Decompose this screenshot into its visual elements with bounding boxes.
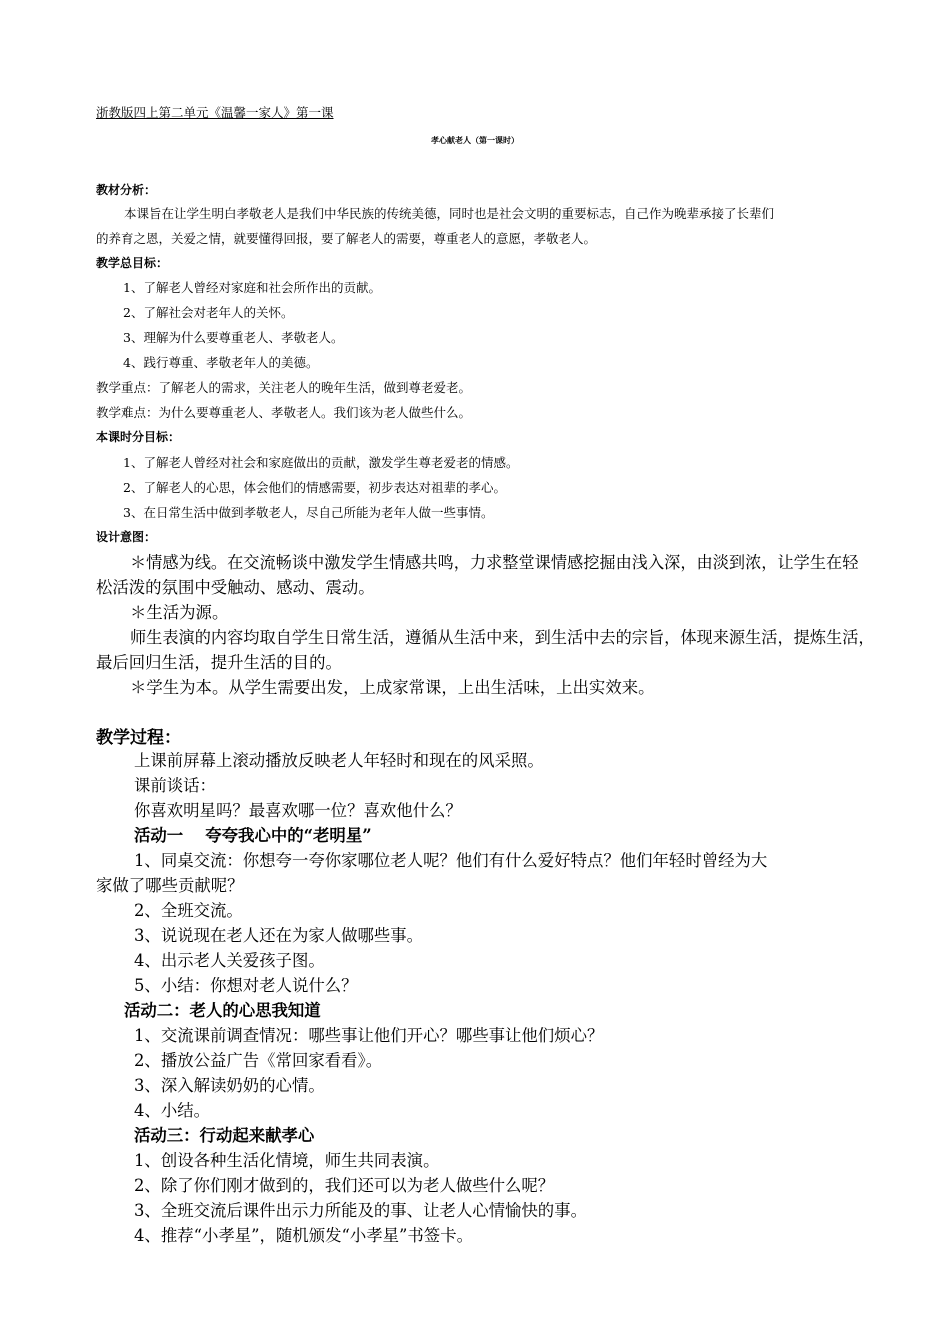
process-intro-line: 上课前屏幕上滚动播放反映老人年轻时和现在的风采照。 — [134, 751, 544, 770]
design-heading: 设计意图： — [96, 530, 157, 544]
difficulty-point: 教学难点：为什么要尊重老人、孝敬老人。我们该为老人做些什么。 — [96, 405, 472, 420]
activity2-line: 3、深入解读奶奶的心情。 — [134, 1076, 325, 1095]
analysis-heading: 教材分析： — [96, 183, 157, 197]
process-heading: 教学过程： — [96, 728, 181, 748]
activity1-line: 1、同桌交流：你想夸一夸你家哪位老人呢？他们有什么爱好特点？他们年轻时曾经为大 — [134, 851, 768, 870]
design-line: ＊生活为源。 — [130, 603, 229, 622]
page-title: 孝心献老人（第一课时） — [431, 135, 519, 145]
goal-item: 4、践行尊重、孝敬老年人的美德。 — [123, 355, 319, 370]
lesson-goal-item: 1、了解老人曾经对社会和家庭做出的贡献，激发学生尊老爱老的情感。 — [123, 455, 519, 470]
activity2-title: 活动二：老人的心思我知道 — [124, 1001, 321, 1020]
activity1-line: 4、出示老人关爱孩子图。 — [134, 951, 325, 970]
analysis-line: 本课旨在让学生明白孝敬老人是我们中华民族的传统美德，同时也是社会文明的重要标志，自己作为晚辈承接了长辈们 — [124, 206, 775, 221]
design-line: 最后回归生活，提升生活的目的。 — [96, 653, 342, 672]
goals-heading: 教学总目标： — [96, 256, 169, 270]
design-line: 松活泼的氛围中受触动、感动、震动。 — [96, 578, 375, 597]
activity2-line: 1、交流课前调查情况：哪些事让他们开心？哪些事让他们烦心？ — [134, 1026, 604, 1045]
design-line: ＊学生为本。从学生需要出发，上成家常课，上出生活味，上出实效来。 — [130, 678, 655, 697]
activity1-line: 家做了哪些贡献呢？ — [96, 876, 244, 895]
activity2-line: 2、播放公益广告《常回家看看》。 — [134, 1051, 383, 1070]
activity3-title: 活动三：行动起来献孝心 — [134, 1126, 315, 1145]
activity3-line: 3、全班交流后课件出示力所能及的事、让老人心情愉快的事。 — [134, 1201, 587, 1220]
process-intro-line: 课前谈话： — [134, 776, 216, 795]
process-intro-line: 你喜欢明星吗？最喜欢哪一位？喜欢他什么？ — [134, 801, 462, 820]
goal-item: 3、理解为什么要尊重老人、孝敬老人。 — [123, 330, 344, 345]
design-line: 师生表演的内容均取自学生日常生活，遵循从生活中来，到生活中去的宗旨，体现来源生活，提炼生活， — [130, 628, 875, 647]
design-line: ＊情感为线。在交流畅谈中激发学生情感共鸣，力求整堂课情感挖掘由浅入深，由淡到浓，让学生在轻 — [130, 553, 859, 572]
activity1-title: 活动一 夸夸我心中的“老明星” — [134, 826, 372, 845]
lesson-goal-item: 3、在日常生活中做到孝敬老人，尽自己所能为老年人做一些事情。 — [123, 505, 494, 520]
activity1-line: 2、全班交流。 — [134, 901, 243, 920]
activity2-line: 4、小结。 — [134, 1101, 210, 1120]
analysis-line: 的养育之恩，关爱之情，就要懂得回报，要了解老人的需要，尊重老人的意愿，孝敬老人。 — [96, 231, 597, 246]
lesson-series-label: 浙教版四上第二单元《温馨一家人》第一课 — [96, 105, 334, 120]
lesson-goals-heading: 本课时分目标： — [96, 430, 181, 444]
activity3-line: 1、创设各种生活化情境，师生共同表演。 — [134, 1151, 440, 1170]
goal-item: 2、了解社会对老年人的关怀。 — [123, 305, 294, 320]
goal-item: 1、了解老人曾经对家庭和社会所作出的贡献。 — [123, 280, 381, 295]
key-point: 教学重点：了解老人的需求，关注老人的晚年生活，做到尊老爱老。 — [96, 380, 472, 395]
activity1-line: 3、说说现在老人还在为家人做哪些事。 — [134, 926, 424, 945]
activity3-line: 4、推荐“小孝星”，随机颁发“小孝星”书签卡。 — [134, 1226, 473, 1245]
lesson-goal-item: 2、了解老人的心思，体会他们的情感需要，初步表达对祖辈的孝心。 — [123, 480, 506, 495]
activity3-line: 2、除了你们刚才做到的，我们还可以为老人做些什么呢？ — [134, 1176, 555, 1195]
activity1-line: 5、小结：你想对老人说什么？ — [134, 976, 358, 995]
